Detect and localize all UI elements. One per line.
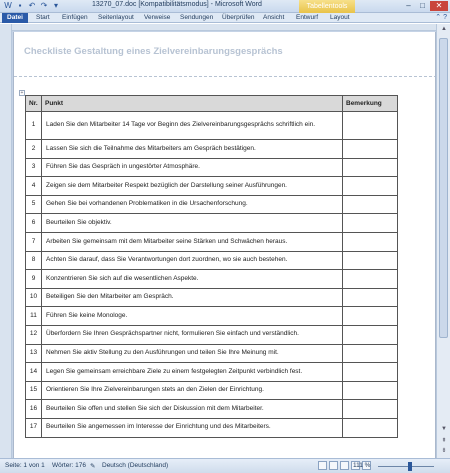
table-row[interactable] [26,381,398,400]
table-row[interactable] [26,325,398,344]
scroll-down-icon[interactable]: ▼ [441,426,447,432]
row-number: 7 [26,232,42,251]
table-header-row [26,96,398,112]
proofing-icon[interactable]: ✎ [90,463,96,470]
header-divider [14,76,436,77]
web-layout-icon[interactable] [340,461,349,470]
prev-page-icon[interactable]: ⇞ [441,438,447,444]
minimize-icon[interactable]: – [406,1,411,10]
row-number: 9 [26,270,42,289]
quick-access-toolbar [3,1,61,11]
row-bemerkung[interactable] [343,400,398,419]
table-tools-context-tab: Tabellentools [299,0,355,13]
horizontal-ruler[interactable] [12,24,436,31]
row-bemerkung[interactable] [343,307,398,326]
undo-icon[interactable]: ↶ [28,1,36,10]
row-punkt: Gehen Sie bei vorhandenen Problematiken in die Ursachenforschung. [42,195,343,214]
row-punkt: Lassen Sie sich die Teilnahme des Mitarbeiters am Gespräch bestätigen. [42,140,343,159]
document-area [0,24,450,458]
row-bemerkung[interactable] [343,418,398,437]
row-bemerkung[interactable] [343,232,398,251]
row-number: 16 [26,400,42,419]
row-bemerkung[interactable] [343,270,398,289]
row-punkt: Legen Sie gemeinsam erreichbare Ziele zu einem festgelegten Zeitpunkt verbindlich fest. [42,363,343,382]
tab-ueberpruefen[interactable]: Überprüfen [222,14,255,21]
row-punkt: Beurteilen Sie angemessen im Interesse der Einrichtung und des Mitarbeiters. [42,418,343,437]
row-bemerkung[interactable] [343,112,398,140]
table-row[interactable] [26,232,398,251]
row-bemerkung[interactable] [343,288,398,307]
table-row[interactable] [26,112,398,140]
row-number: 13 [26,344,42,363]
row-bemerkung[interactable] [343,177,398,196]
tab-datei[interactable]: Datei [2,13,28,23]
zoom-slider-thumb[interactable] [408,462,412,471]
row-bemerkung[interactable] [343,344,398,363]
table-row[interactable] [26,418,398,437]
row-number: 1 [26,112,42,140]
header-bemerkung: Bemerkung [343,96,398,112]
scrollbar-thumb[interactable] [439,38,448,338]
row-punkt: Beurteilen Sie offen und stellen Sie sich der Diskussion mit dem Mitarbeiter. [42,400,343,419]
vertical-scrollbar[interactable] [436,24,450,458]
row-bemerkung[interactable] [343,158,398,177]
ribbon-tabs [0,13,450,23]
minimize-ribbon-icon[interactable]: ⌃ [435,14,442,21]
row-punkt: Nehmen Sie aktiv Stellung zu den Ausführungen und teilen Sie Ihre Meinung mit. [42,344,343,363]
row-bemerkung[interactable] [343,214,398,233]
row-punkt: Orientieren Sie Ihre Zielvereinbarungen stets an den Zielen der Einrichtung. [42,381,343,400]
status-language[interactable]: Deutsch (Deutschland) [102,462,169,469]
zoom-slider[interactable] [378,466,434,467]
row-punkt: Arbeiten Sie gemeinsam mit dem Mitarbeiter seine Stärken und Schwächen heraus. [42,232,343,251]
row-bemerkung[interactable] [343,140,398,159]
table-row[interactable] [26,400,398,419]
row-punkt: Achten Sie darauf, dass Sie Verantwortungen dort zuordnen, wo sie auch bestehen. [42,251,343,270]
tab-entwurf[interactable]: Entwurf [296,14,319,21]
row-punkt: Konzentrieren Sie sich auf die wesentlichen Aspekte. [42,270,343,289]
table-row[interactable] [26,270,398,289]
page-title: Checkliste Gestaltung eines Zielvereinbarungsgesprächs [24,46,283,57]
word-logo-icon[interactable]: W [4,1,12,10]
row-number: 15 [26,381,42,400]
row-punkt: Überfordern Sie Ihren Gesprächspartner nicht, formulieren Sie einfach und verständlich. [42,325,343,344]
table-row[interactable] [26,251,398,270]
zoom-level[interactable]: 111 % [353,462,371,469]
row-number: 12 [26,325,42,344]
row-bemerkung[interactable] [343,251,398,270]
row-punkt: Führen Sie keine Monologe. [42,307,343,326]
tab-layout[interactable]: Layout [330,14,350,21]
table-row[interactable] [26,195,398,214]
row-bemerkung[interactable] [343,325,398,344]
document-page[interactable] [13,32,436,458]
tab-verweise[interactable]: Verweise [144,14,171,21]
window-title: 13270_07.doc [Kompatibilitätsmodus] - Microsoft Word [92,1,262,8]
table-row[interactable] [26,158,398,177]
header-nr: Nr. [26,96,42,112]
status-words[interactable]: Wörter: 176 [52,462,86,469]
table-row[interactable] [26,288,398,307]
row-number: 3 [26,158,42,177]
row-punkt: Laden Sie den Mitarbeiter 14 Tage vor Beginn des Zielvereinbarungsgesprächs schriftlich ein. [42,112,343,140]
tab-ansicht[interactable]: Ansicht [263,14,285,21]
table-row[interactable] [26,140,398,159]
checklist-table[interactable] [25,95,398,438]
table-row[interactable] [26,307,398,326]
print-layout-icon[interactable] [318,461,327,470]
vertical-ruler[interactable] [0,24,12,458]
next-page-icon[interactable]: ⇟ [441,448,447,454]
redo-icon[interactable]: ↷ [40,1,48,10]
full-screen-reading-icon[interactable] [329,461,338,470]
row-number: 2 [26,140,42,159]
row-bemerkung[interactable] [343,363,398,382]
row-bemerkung[interactable] [343,381,398,400]
status-page[interactable]: Seite: 1 von 1 [5,462,45,469]
row-number: 17 [26,418,42,437]
table-row[interactable] [26,363,398,382]
row-punkt: Beteiligen Sie den Mitarbeiter am Gespräch. [42,288,343,307]
scroll-up-icon[interactable]: ▲ [441,26,447,32]
row-number: 5 [26,195,42,214]
row-number: 6 [26,214,42,233]
customize-qat-icon[interactable]: ▾ [53,1,58,10]
row-number: 11 [26,307,42,326]
table-row[interactable] [26,177,398,196]
tab-start[interactable]: Start [36,14,50,21]
maximize-icon[interactable]: □ [420,1,425,10]
row-number: 4 [26,177,42,196]
ribbon-help-icons [435,13,447,23]
title-bar [0,0,450,13]
row-number: 14 [26,363,42,382]
row-number: 8 [26,251,42,270]
row-bemerkung[interactable] [343,195,398,214]
table-row[interactable] [26,344,398,363]
tab-seitenlayout[interactable]: Seitenlayout [98,14,134,21]
header-punkt: Punkt [42,96,343,112]
window-controls [402,1,448,11]
row-number: 10 [26,288,42,307]
save-icon[interactable]: ▪ [18,1,22,10]
status-bar [0,458,450,473]
row-punkt: Beurteilen Sie objektiv. [42,214,343,233]
close-icon[interactable]: ✕ [430,1,448,11]
table-row[interactable] [26,214,398,233]
table-move-handle-icon[interactable]: + [20,90,24,96]
tab-einfuegen[interactable]: Einfügen [62,14,88,21]
help-icon[interactable]: ? [443,14,447,21]
row-punkt: Führen Sie das Gespräch in ungestörter Atmosphäre. [42,158,343,177]
row-punkt: Zeigen sie dem Mitarbeiter Respekt bezüglich der Darstellung seiner Ausführungen. [42,177,343,196]
tab-sendungen[interactable]: Sendungen [180,14,214,21]
